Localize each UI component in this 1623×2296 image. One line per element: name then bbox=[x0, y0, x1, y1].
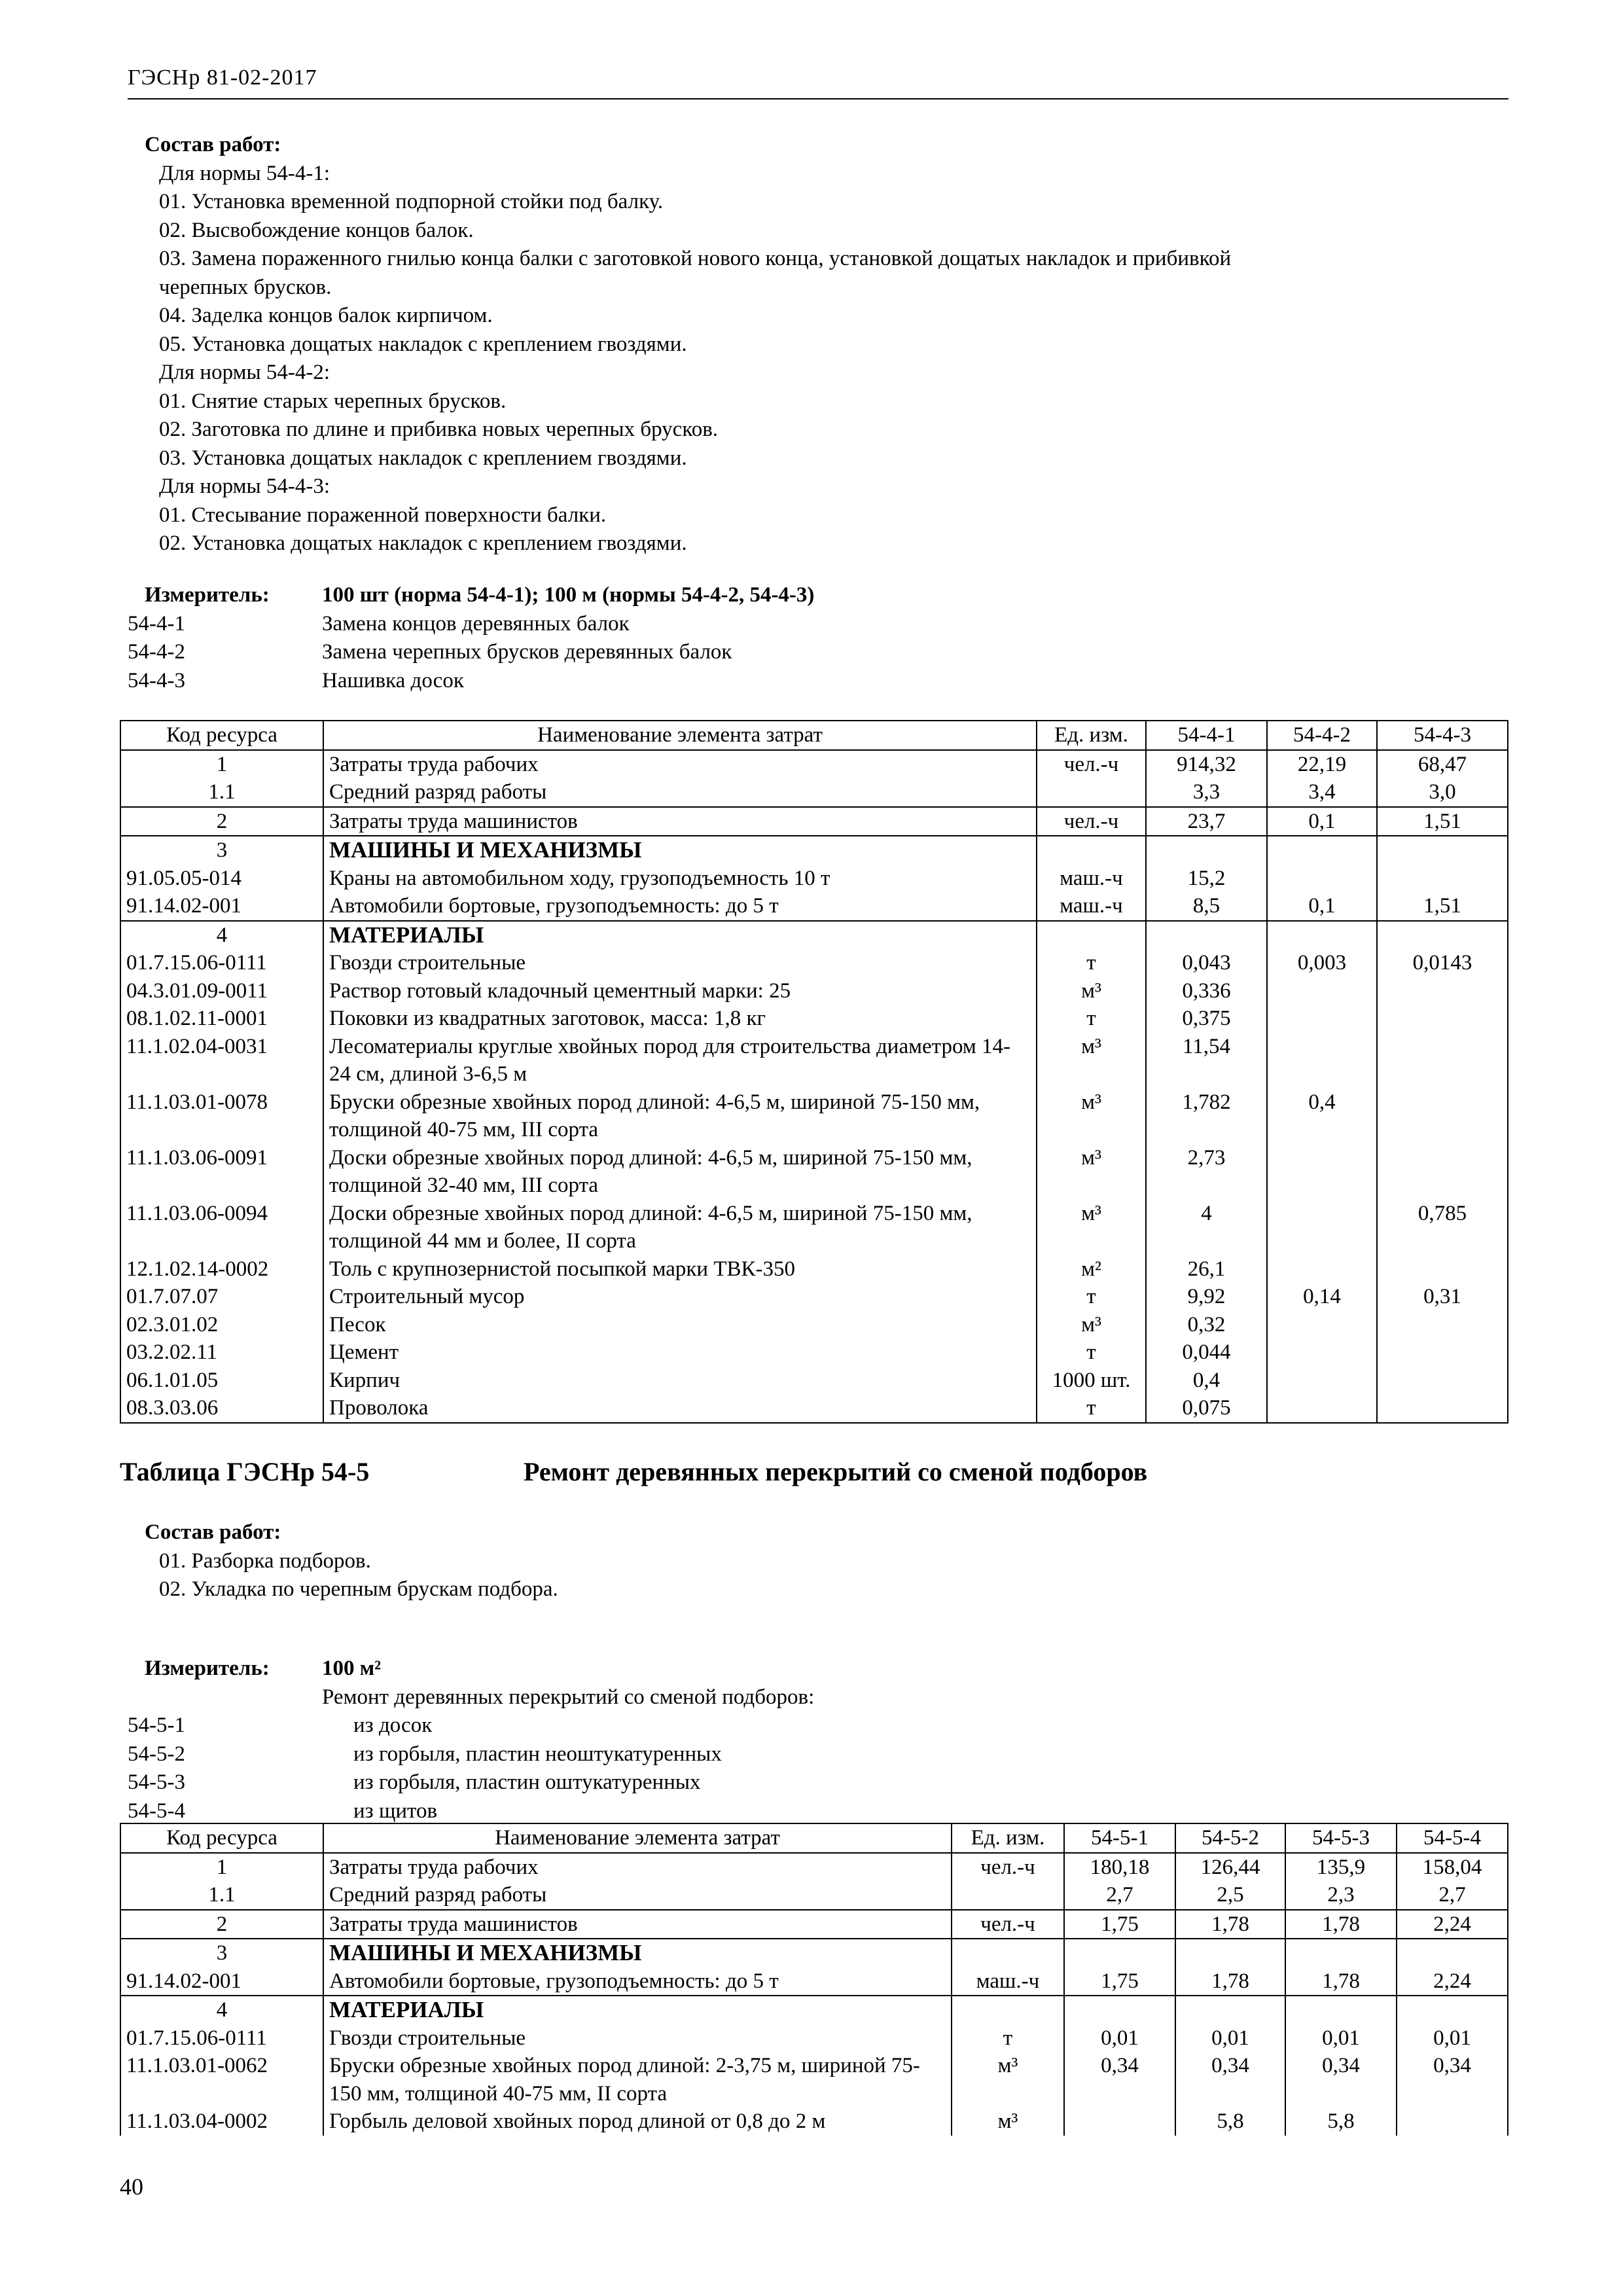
value-cell: 2,24 bbox=[1397, 1967, 1508, 1996]
column-header: Наименование элемента затрат bbox=[323, 721, 1037, 750]
value-cell bbox=[1064, 1939, 1175, 1967]
norm-code: 54-5-1 bbox=[128, 1713, 185, 1737]
resource-code: 11.1.03.01-0062 bbox=[120, 2052, 323, 2108]
norm-code: 54-5-4 bbox=[128, 1799, 185, 1823]
composition-line: Для нормы 54-4-1: bbox=[159, 161, 330, 185]
value-cell bbox=[1377, 1005, 1508, 1033]
table-row bbox=[120, 1088, 1508, 1144]
value-cell bbox=[1267, 1367, 1377, 1395]
value-cell: 8,5 bbox=[1146, 892, 1267, 921]
unit-cell bbox=[1037, 836, 1146, 865]
column-header: Ед. изм. bbox=[1037, 721, 1146, 750]
table-row bbox=[120, 1033, 1508, 1088]
composition-line: 01. Снятие старых черепных брусков. bbox=[159, 389, 507, 413]
norm-row bbox=[128, 1740, 1502, 1769]
resource-name: Средний разряд работы bbox=[323, 778, 1037, 807]
value-cell: 0,075 bbox=[1146, 1394, 1267, 1423]
composition-line: Для нормы 54-4-3: bbox=[159, 475, 330, 498]
measure-value: 100 шт (норма 54-4-1); 100 м (нормы 54-4-2, 54-4-3) bbox=[322, 583, 815, 607]
table-row bbox=[120, 977, 1508, 1005]
resource-code: 02.3.01.02 bbox=[120, 1311, 323, 1339]
value-cell: 2,5 bbox=[1175, 1881, 1285, 1910]
value-cell: 1,78 bbox=[1175, 1910, 1285, 1939]
unit-cell bbox=[952, 1939, 1064, 1967]
resource-code: 91.14.02-001 bbox=[120, 1967, 323, 1996]
composition-line: 02. Заготовка по длине и прибивка новых черепных брусков. bbox=[159, 418, 719, 441]
table-row bbox=[120, 807, 1508, 836]
value-cell: 0,34 bbox=[1064, 2052, 1175, 2108]
norm-name: из горбыля, пластин неоштукатуренных bbox=[353, 1742, 722, 1766]
resource-name: Бруски обрезные хвойных пород длиной: 4-6,5 м, шириной 75-150 мм, толщиной 40-75 мм, III сорта bbox=[323, 1088, 1037, 1144]
value-cell: 0,4 bbox=[1146, 1367, 1267, 1395]
resource-name: Гвозди строительные bbox=[323, 949, 1037, 977]
unit-cell: м³ bbox=[1037, 977, 1146, 1005]
value-cell: 0,34 bbox=[1285, 2052, 1397, 2108]
value-cell: 1,51 bbox=[1377, 807, 1508, 836]
resource-name: Краны на автомобильном ходу, грузоподъемность 10 т bbox=[323, 865, 1037, 893]
composition-line: 01. Установка временной подпорной стойки под балку. bbox=[159, 190, 664, 213]
unit-cell: 1000 шт. bbox=[1037, 1367, 1146, 1395]
value-cell bbox=[1377, 1088, 1508, 1144]
resource-name: Горбыль деловой хвойных пород длиной от 0,8 до 2 м bbox=[323, 2108, 952, 2136]
value-cell bbox=[1267, 977, 1377, 1005]
value-cell: 0,34 bbox=[1397, 2052, 1508, 2108]
value-cell bbox=[1377, 1033, 1508, 1088]
value-cell: 2,3 bbox=[1285, 1881, 1397, 1910]
norm-row bbox=[128, 667, 1502, 696]
composition-line: 02. Установка дощатых накладок с креплением гвоздями. bbox=[159, 531, 687, 555]
unit-cell: м² bbox=[1037, 1255, 1146, 1283]
table-row bbox=[120, 1367, 1508, 1395]
table-row bbox=[120, 2108, 1508, 2136]
table-row bbox=[120, 1283, 1508, 1311]
value-cell: 0,003 bbox=[1267, 949, 1377, 977]
value-cell: 4 bbox=[1146, 1200, 1267, 1255]
value-cell bbox=[1064, 2108, 1175, 2136]
table-row bbox=[120, 949, 1508, 977]
resource-name: Затраты труда машинистов bbox=[323, 1910, 952, 1939]
resource-name: Лесоматериалы круглые хвойных пород для строительства диаметром 14-24 см, длиной 3-6,5 м bbox=[323, 1033, 1037, 1088]
norm-row bbox=[128, 638, 1502, 667]
resource-name: Затраты труда машинистов bbox=[323, 807, 1037, 836]
value-cell bbox=[1064, 1996, 1175, 2024]
resource-name: Строительный мусор bbox=[323, 1283, 1037, 1311]
resource-name: Автомобили бортовые, грузоподъемность: до 5 т bbox=[323, 1967, 952, 1996]
resource-name: Затраты труда рабочих bbox=[323, 750, 1037, 779]
header-rule bbox=[128, 98, 1508, 99]
value-cell: 0,043 bbox=[1146, 949, 1267, 977]
resource-code: 91.14.02-001 bbox=[120, 892, 323, 921]
unit-cell: т bbox=[1037, 1005, 1146, 1033]
value-cell: 0,01 bbox=[1175, 2024, 1285, 2053]
resource-code: 2 bbox=[120, 1910, 323, 1939]
resource-name: МАШИНЫ И МЕХАНИЗМЫ bbox=[323, 1939, 952, 1967]
value-cell: 1,75 bbox=[1064, 1967, 1175, 1996]
value-cell: 0,336 bbox=[1146, 977, 1267, 1005]
composition-label: Состав работ: bbox=[145, 133, 281, 156]
measure-label: Измеритель: bbox=[145, 1657, 270, 1680]
norm-code: 54-4-3 bbox=[128, 668, 185, 692]
value-cell: 1,75 bbox=[1064, 1910, 1175, 1939]
value-cell: 0,1 bbox=[1267, 807, 1377, 836]
value-cell bbox=[1377, 836, 1508, 865]
composition-lines bbox=[128, 160, 1231, 558]
resource-name: МАТЕРИАЛЫ bbox=[323, 1996, 952, 2024]
value-cell bbox=[1377, 1255, 1508, 1283]
table-row bbox=[120, 1853, 1508, 1882]
composition-line: 01. Стесывание пораженной поверхности балки. bbox=[159, 503, 607, 527]
value-cell: 0,044 bbox=[1146, 1338, 1267, 1367]
resource-name: Раствор готовый кладочный цементный марки: 25 bbox=[323, 977, 1037, 1005]
norm-group-title: Ремонт деревянных перекрытий со сменой подборов: bbox=[322, 1685, 815, 1709]
unit-cell: м³ bbox=[1037, 1144, 1146, 1200]
norm-list bbox=[128, 610, 1502, 696]
resource-code: 91.05.05-014 bbox=[120, 865, 323, 893]
value-cell: 9,92 bbox=[1146, 1283, 1267, 1311]
table-header-row bbox=[120, 721, 1508, 750]
value-cell bbox=[1267, 1311, 1377, 1339]
value-cell: 158,04 bbox=[1397, 1853, 1508, 1882]
table-row bbox=[120, 892, 1508, 921]
value-cell bbox=[1285, 1939, 1397, 1967]
resource-code: 11.1.03.06-0091 bbox=[120, 1144, 323, 1200]
column-header: 54-4-2 bbox=[1267, 721, 1377, 750]
unit-cell bbox=[952, 1996, 1064, 2024]
measure-label: Измеритель: bbox=[145, 583, 270, 607]
composition-lines bbox=[128, 1547, 558, 1604]
value-cell: 1,782 bbox=[1146, 1088, 1267, 1144]
unit-cell bbox=[952, 1881, 1064, 1910]
unit-cell: маш.-ч bbox=[1037, 865, 1146, 893]
resource-code: 08.3.03.06 bbox=[120, 1394, 323, 1423]
unit-cell bbox=[1037, 778, 1146, 807]
value-cell: 0,01 bbox=[1064, 2024, 1175, 2053]
table-row bbox=[120, 1200, 1508, 1255]
value-cell bbox=[1267, 1394, 1377, 1423]
resource-code: 11.1.03.01-0078 bbox=[120, 1088, 323, 1144]
resource-name: Доски обрезные хвойных пород длиной: 4-6,5 м, шириной 75-150 мм, толщиной 32-40 мм, III сорта bbox=[323, 1144, 1037, 1200]
value-cell bbox=[1377, 1144, 1508, 1200]
value-cell: 23,7 bbox=[1146, 807, 1267, 836]
table-row bbox=[120, 836, 1508, 865]
value-cell bbox=[1267, 921, 1377, 950]
table-row bbox=[120, 921, 1508, 950]
unit-cell: м³ bbox=[1037, 1088, 1146, 1144]
composition-line: 03. Замена пораженного гнилью конца балки с заготовкой нового конца, установкой дощатых накладок и прибивкой bbox=[159, 247, 1232, 270]
norm-name: из досок bbox=[353, 1713, 433, 1737]
table-row bbox=[120, 750, 1508, 779]
measure-block-54-5 bbox=[128, 1655, 1502, 1825]
composition-block-54-4 bbox=[128, 131, 1231, 558]
resource-code: 01.7.15.06-0111 bbox=[120, 2024, 323, 2053]
resource-code: 03.2.02.11 bbox=[120, 1338, 323, 1367]
norm-list bbox=[128, 1712, 1502, 1825]
unit-cell: т bbox=[1037, 949, 1146, 977]
value-cell bbox=[1175, 1939, 1285, 1967]
table-row bbox=[120, 1005, 1508, 1033]
resource-code: 1 bbox=[120, 750, 323, 779]
table-row bbox=[120, 1967, 1508, 1996]
table-row bbox=[120, 1255, 1508, 1283]
resource-code: 11.1.02.04-0031 bbox=[120, 1033, 323, 1088]
column-header: Наименование элемента затрат bbox=[323, 1823, 952, 1853]
value-cell: 3,0 bbox=[1377, 778, 1508, 807]
resource-name: МАТЕРИАЛЫ bbox=[323, 921, 1037, 950]
resource-name: Бруски обрезные хвойных пород длиной: 2-3,75 м, шириной 75-150 мм, толщиной 40-75 мм, II сорта bbox=[323, 2052, 952, 2108]
table-row bbox=[120, 865, 1508, 893]
value-cell bbox=[1175, 1996, 1285, 2024]
table-row bbox=[120, 1338, 1508, 1367]
value-cell bbox=[1377, 977, 1508, 1005]
composition-line: Для нормы 54-4-2: bbox=[159, 361, 330, 384]
table-label: Таблица ГЭСНр 54-5 bbox=[120, 1457, 370, 1486]
value-cell: 1,78 bbox=[1285, 1910, 1397, 1939]
composition-line: 05. Установка дощатых накладок с креплением гвоздями. bbox=[159, 332, 687, 356]
value-cell bbox=[1267, 1033, 1377, 1088]
value-cell: 2,73 bbox=[1146, 1144, 1267, 1200]
unit-cell: м³ bbox=[1037, 1033, 1146, 1088]
unit-cell: т bbox=[952, 2024, 1064, 2053]
norm-row bbox=[128, 610, 1502, 639]
resource-name: Толь с крупнозернистой посыпкой марки ТВК-350 bbox=[323, 1255, 1037, 1283]
value-cell bbox=[1267, 1200, 1377, 1255]
table-row bbox=[120, 1881, 1508, 1910]
resource-table-54-5 bbox=[120, 1823, 1508, 2136]
norm-code: 54-4-2 bbox=[128, 640, 185, 664]
norm-name: Замена концов деревянных балок bbox=[322, 611, 630, 636]
value-cell: 0,34 bbox=[1175, 2052, 1285, 2108]
value-cell bbox=[1267, 1144, 1377, 1200]
composition-label: Состав работ: bbox=[145, 1520, 281, 1544]
value-cell: 26,1 bbox=[1146, 1255, 1267, 1283]
measure-block-54-4 bbox=[128, 581, 1502, 695]
value-cell: 0,785 bbox=[1377, 1200, 1508, 1255]
resource-name: Цемент bbox=[323, 1338, 1037, 1367]
value-cell bbox=[1285, 1996, 1397, 2024]
value-cell: 0,31 bbox=[1377, 1283, 1508, 1311]
resource-table-54-4 bbox=[120, 720, 1508, 1424]
value-cell: 0,01 bbox=[1397, 2024, 1508, 2053]
unit-cell: маш.-ч bbox=[1037, 892, 1146, 921]
value-cell bbox=[1267, 1338, 1377, 1367]
column-header: Код ресурса bbox=[120, 1823, 323, 1853]
table-row bbox=[120, 778, 1508, 807]
resource-code: 2 bbox=[120, 807, 323, 836]
unit-cell: т bbox=[1037, 1394, 1146, 1423]
resource-name: Кирпич bbox=[323, 1367, 1037, 1395]
resource-code: 11.1.03.06-0094 bbox=[120, 1200, 323, 1255]
resource-code: 3 bbox=[120, 1939, 323, 1967]
value-cell bbox=[1267, 836, 1377, 865]
resource-code: 1.1 bbox=[120, 1881, 323, 1910]
resource-code: 4 bbox=[120, 921, 323, 950]
composition-line: черепных брусков. bbox=[159, 275, 332, 299]
table-row bbox=[120, 1939, 1508, 1967]
table-row bbox=[120, 1996, 1508, 2024]
value-cell bbox=[1377, 1338, 1508, 1367]
resource-name: Поковки из квадратных заготовок, масса: 1,8 кг bbox=[323, 1005, 1037, 1033]
resource-name: Средний разряд работы bbox=[323, 1881, 952, 1910]
value-cell bbox=[1377, 1367, 1508, 1395]
resource-code: 04.3.01.09-0011 bbox=[120, 977, 323, 1005]
value-cell: 0,14 bbox=[1267, 1283, 1377, 1311]
resource-code: 1 bbox=[120, 1853, 323, 1882]
table-row bbox=[120, 1394, 1508, 1423]
resource-code: 08.1.02.11-0001 bbox=[120, 1005, 323, 1033]
resource-code: 11.1.03.04-0002 bbox=[120, 2108, 323, 2136]
unit-cell: м³ bbox=[1037, 1311, 1146, 1339]
norm-name: из щитов bbox=[353, 1799, 438, 1823]
value-cell: 3,3 bbox=[1146, 778, 1267, 807]
value-cell: 914,32 bbox=[1146, 750, 1267, 779]
value-cell: 0,4 bbox=[1267, 1088, 1377, 1144]
value-cell: 5,8 bbox=[1285, 2108, 1397, 2136]
norm-name: Замена черепных брусков деревянных балок bbox=[322, 640, 732, 664]
value-cell bbox=[1146, 836, 1267, 865]
resource-code: 01.7.15.06-0111 bbox=[120, 949, 323, 977]
unit-cell: чел.-ч bbox=[952, 1910, 1064, 1939]
table-title: Ремонт деревянных перекрытий со сменой подборов bbox=[524, 1457, 1148, 1486]
value-cell bbox=[1146, 921, 1267, 950]
value-cell: 2,7 bbox=[1397, 1881, 1508, 1910]
resource-code: 1.1 bbox=[120, 778, 323, 807]
norm-code: 54-5-3 bbox=[128, 1770, 185, 1794]
unit-cell: чел.-ч bbox=[1037, 750, 1146, 779]
norm-code: 54-5-2 bbox=[128, 1742, 185, 1766]
table-row bbox=[120, 1311, 1508, 1339]
unit-cell: м³ bbox=[952, 2108, 1064, 2136]
value-cell: 2,24 bbox=[1397, 1910, 1508, 1939]
table-row bbox=[120, 1910, 1508, 1939]
value-cell: 0,01 bbox=[1285, 2024, 1397, 2053]
norm-name: из горбыля, пластин оштукатуренных bbox=[353, 1770, 701, 1794]
norm-row bbox=[128, 1768, 1502, 1797]
resource-name: Проволока bbox=[323, 1394, 1037, 1423]
value-cell: 1,78 bbox=[1285, 1967, 1397, 1996]
page-number: 40 bbox=[120, 2174, 143, 2200]
value-cell bbox=[1377, 921, 1508, 950]
value-cell: 5,8 bbox=[1175, 2108, 1285, 2136]
value-cell: 1,51 bbox=[1377, 892, 1508, 921]
value-cell: 0,32 bbox=[1146, 1311, 1267, 1339]
value-cell bbox=[1377, 1394, 1508, 1423]
resource-code: 01.7.07.07 bbox=[120, 1283, 323, 1311]
value-cell: 11,54 bbox=[1146, 1033, 1267, 1088]
value-cell bbox=[1267, 1255, 1377, 1283]
value-cell: 135,9 bbox=[1285, 1853, 1397, 1882]
unit-cell: м³ bbox=[952, 2052, 1064, 2108]
composition-line: 01. Разборка подборов. bbox=[159, 1549, 371, 1573]
unit-cell: маш.-ч bbox=[952, 1967, 1064, 1996]
resource-code: 06.1.01.05 bbox=[120, 1367, 323, 1395]
unit-cell: чел.-ч bbox=[1037, 807, 1146, 836]
measure-value: 100 м² bbox=[322, 1657, 382, 1680]
value-cell bbox=[1397, 2108, 1508, 2136]
resource-code: 12.1.02.14-0002 bbox=[120, 1255, 323, 1283]
value-cell: 22,19 bbox=[1267, 750, 1377, 779]
value-cell: 126,44 bbox=[1175, 1853, 1285, 1882]
document-code: ГЭСНр 81-02-2017 bbox=[128, 65, 317, 90]
value-cell: 180,18 bbox=[1064, 1853, 1175, 1882]
resource-code: 4 bbox=[120, 1996, 323, 2024]
composition-line: 04. Заделка концов балок кирпичом. bbox=[159, 304, 493, 327]
value-cell: 1,78 bbox=[1175, 1967, 1285, 1996]
resource-name: Гвозди строительные bbox=[323, 2024, 952, 2053]
unit-cell: м³ bbox=[1037, 1200, 1146, 1255]
composition-line: 02. Укладка по черепным брускам подбора. bbox=[159, 1577, 558, 1601]
norm-row bbox=[128, 1797, 1502, 1826]
value-cell bbox=[1377, 865, 1508, 893]
column-header: 54-4-3 bbox=[1377, 721, 1508, 750]
resource-name: Затраты труда рабочих bbox=[323, 1853, 952, 1882]
table-row bbox=[120, 1144, 1508, 1200]
value-cell bbox=[1377, 1311, 1508, 1339]
column-header: 54-5-2 bbox=[1175, 1823, 1285, 1853]
value-cell: 0,1 bbox=[1267, 892, 1377, 921]
unit-cell: чел.-ч bbox=[952, 1853, 1064, 1882]
resource-name: Песок bbox=[323, 1311, 1037, 1339]
column-header: Код ресурса bbox=[120, 721, 323, 750]
table-header-row bbox=[120, 1823, 1508, 1853]
column-header: 54-5-4 bbox=[1397, 1823, 1508, 1853]
value-cell: 0,375 bbox=[1146, 1005, 1267, 1033]
table-row bbox=[120, 2024, 1508, 2053]
norm-row bbox=[128, 1712, 1502, 1740]
unit-cell: т bbox=[1037, 1283, 1146, 1311]
value-cell: 15,2 bbox=[1146, 865, 1267, 893]
composition-line: 03. Установка дощатых накладок с креплением гвоздями. bbox=[159, 446, 687, 470]
composition-line: 02. Высвобождение концов балок. bbox=[159, 218, 474, 242]
value-cell bbox=[1397, 1996, 1508, 2024]
column-header: 54-5-3 bbox=[1285, 1823, 1397, 1853]
resource-name: Доски обрезные хвойных пород длиной: 4-6,5 м, шириной 75-150 мм, толщиной 44 мм и более, II сорта bbox=[323, 1200, 1037, 1255]
column-header: Ед. изм. bbox=[952, 1823, 1064, 1853]
composition-block-54-5 bbox=[128, 1518, 558, 1604]
resource-code: 3 bbox=[120, 836, 323, 865]
unit-cell: т bbox=[1037, 1338, 1146, 1367]
value-cell bbox=[1397, 1939, 1508, 1967]
column-header: 54-4-1 bbox=[1146, 721, 1267, 750]
value-cell: 0,0143 bbox=[1377, 949, 1508, 977]
value-cell: 68,47 bbox=[1377, 750, 1508, 779]
norm-name: Нашивка досок bbox=[322, 668, 464, 692]
norm-code: 54-4-1 bbox=[128, 611, 185, 636]
value-cell bbox=[1267, 865, 1377, 893]
unit-cell bbox=[1037, 921, 1146, 950]
table-row bbox=[120, 2052, 1508, 2108]
value-cell: 2,7 bbox=[1064, 1881, 1175, 1910]
resource-name: МАШИНЫ И МЕХАНИЗМЫ bbox=[323, 836, 1037, 865]
resource-name: Автомобили бортовые, грузоподъемность: до 5 т bbox=[323, 892, 1037, 921]
value-cell bbox=[1267, 1005, 1377, 1033]
column-header: 54-5-1 bbox=[1064, 1823, 1175, 1853]
value-cell: 3,4 bbox=[1267, 778, 1377, 807]
